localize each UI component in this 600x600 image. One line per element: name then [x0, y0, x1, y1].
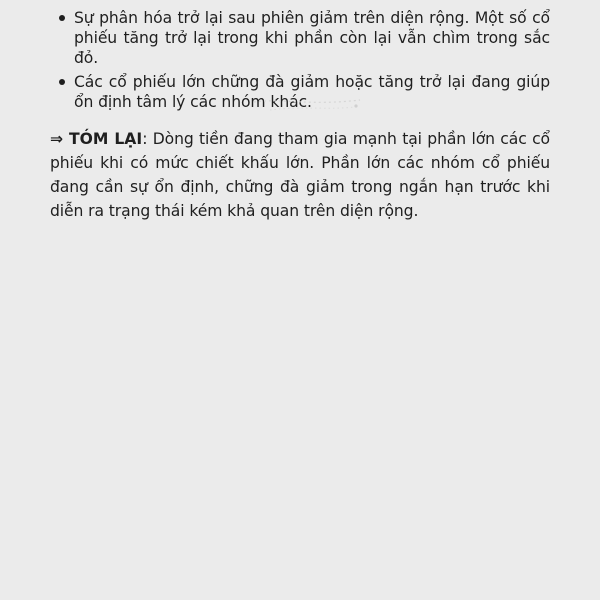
- bullet-dot-icon: [59, 79, 65, 85]
- bullet-text: Các cổ phiếu lớn chững đà giảm hoặc tăng trở lại đang giúp ổn định tâm lý các nhóm khác.: [74, 73, 550, 111]
- bullet-list: [56, 8, 550, 116]
- bullet-text: Sự phân hóa trở lại sau phiên giảm trên diện rộng. Một số cổ phiếu tăng trở lại trong khi phần còn lại vẫn chìm trong sắc đỏ.: [74, 9, 550, 67]
- summary-text: : Dòng tiền đang tham gia mạnh tại phần lớn các cổ phiếu khi có mức chiết khấu lớn. Phần lớn các nhóm cổ phiếu đang cần sự ổn định, chững đà giảm trong ngắn hạn trước khi diễn ra trạng thái kém khả quan trên diện rộng.: [50, 130, 550, 220]
- list-item: [56, 72, 550, 112]
- summary-heading: ⇒ TÓM LẠI: [50, 130, 143, 148]
- summary-paragraph: [50, 127, 550, 223]
- bullet-dot-icon: [59, 15, 65, 21]
- list-item: [56, 8, 550, 68]
